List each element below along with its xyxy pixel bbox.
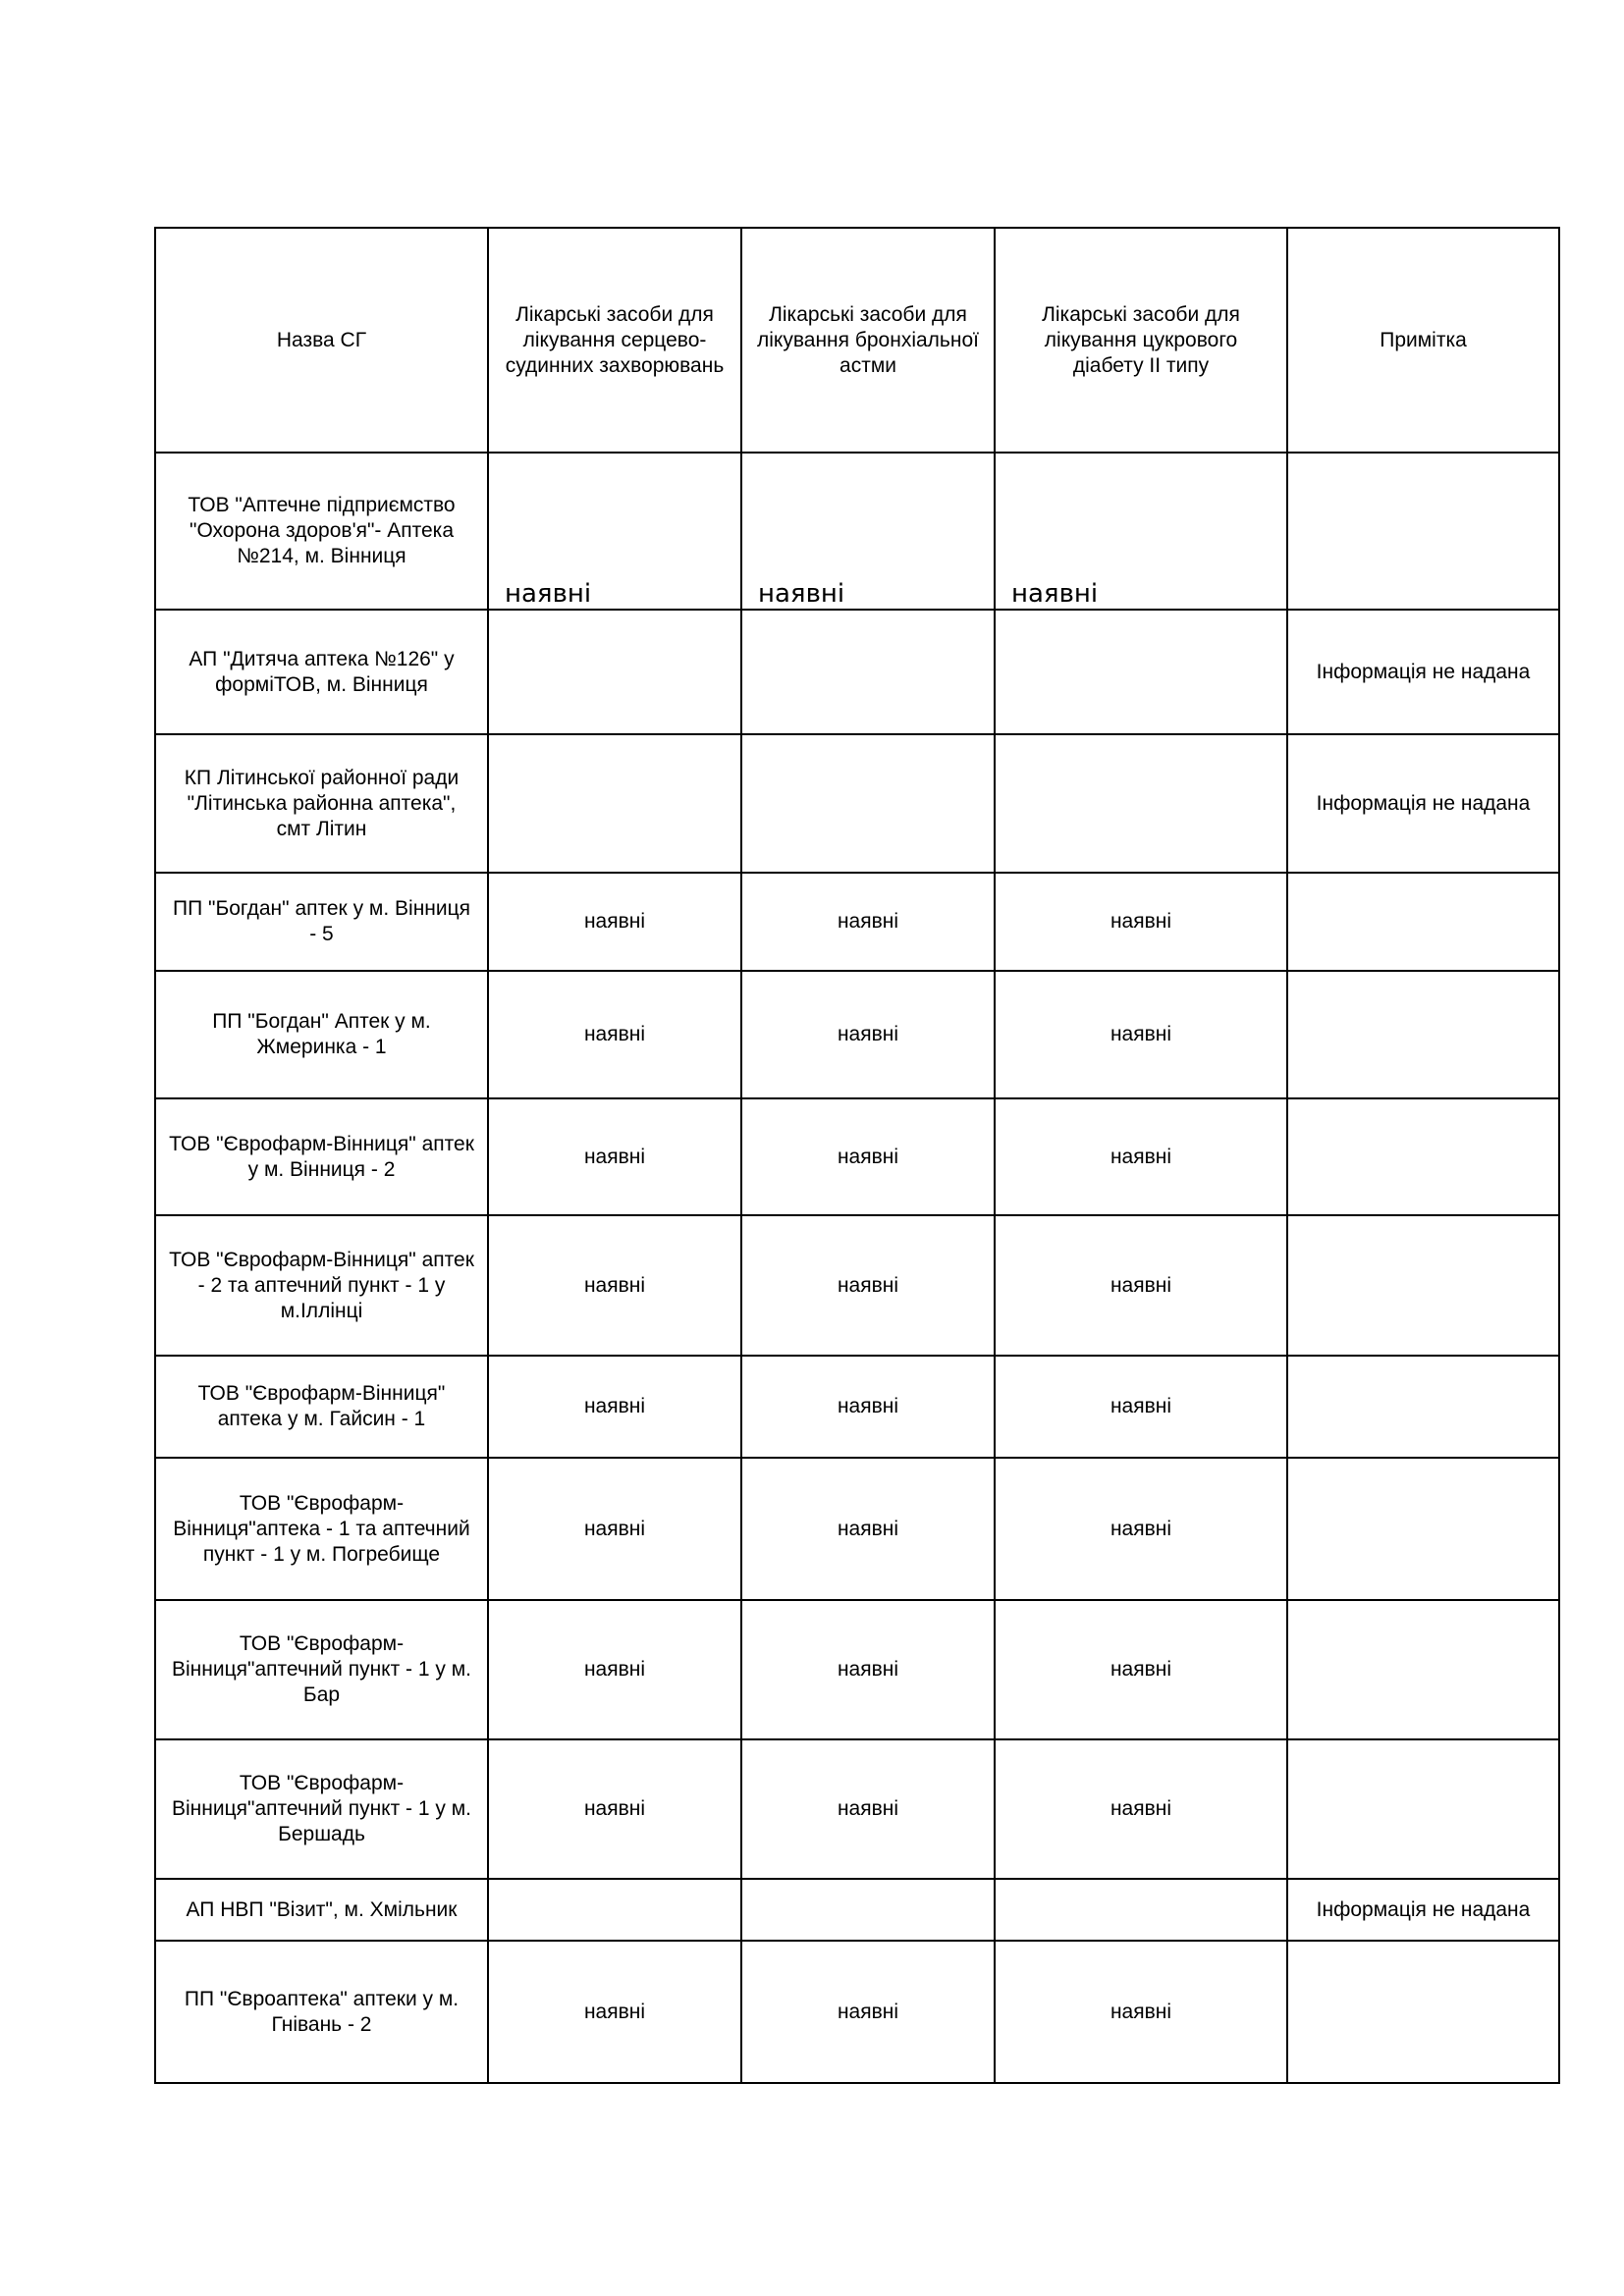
row-asthma — [741, 1879, 995, 1941]
row-diabetes — [995, 734, 1287, 873]
row-cardiovascular: наявні — [488, 971, 741, 1098]
row-name: ПП "Євроаптека" аптеки у м. Гнівань - 2 — [155, 1941, 488, 2083]
row-note — [1287, 1941, 1559, 2083]
row-cardiovascular: наявні — [488, 1739, 741, 1879]
table-row — [155, 734, 1559, 873]
table-row — [155, 610, 1559, 734]
row-note — [1287, 1215, 1559, 1356]
pharmacy-availability-table — [154, 227, 1560, 2084]
row-cardiovascular: наявні — [488, 1098, 741, 1215]
row-diabetes: наявні — [995, 1941, 1287, 2083]
row-cardiovascular — [488, 610, 741, 734]
row-cardiovascular: наявні — [488, 873, 741, 971]
table-row — [155, 453, 1559, 610]
table-row — [155, 1215, 1559, 1356]
row-diabetes: наявні — [995, 1458, 1287, 1600]
row-asthma: наявні — [741, 1739, 995, 1879]
table-row — [155, 1739, 1559, 1879]
row-diabetes: наявні — [995, 971, 1287, 1098]
row-asthma: наявні — [741, 1941, 995, 2083]
row-note — [1287, 1739, 1559, 1879]
table-row — [155, 873, 1559, 971]
row-diabetes: наявні — [995, 453, 1287, 610]
table-row — [155, 1941, 1559, 2083]
row-asthma: наявні — [741, 1356, 995, 1458]
row-note: Інформація не надана — [1287, 1879, 1559, 1941]
row-name: ТОВ "Єврофарм-Вінниця"аптечний пункт - 1 у м. Бершадь — [155, 1739, 488, 1879]
table-row — [155, 1879, 1559, 1941]
row-cardiovascular: наявні — [488, 1941, 741, 2083]
row-name: ТОВ "Єврофарм-Вінниця" аптека у м. Гайсин - 1 — [155, 1356, 488, 1458]
row-cardiovascular: наявні — [488, 1600, 741, 1739]
row-asthma — [741, 734, 995, 873]
row-note — [1287, 1098, 1559, 1215]
row-asthma: наявні — [741, 1215, 995, 1356]
row-name: АП "Дитяча аптека №126" у форміТОВ, м. Вінниця — [155, 610, 488, 734]
row-cardiovascular: наявні — [488, 1215, 741, 1356]
row-note — [1287, 971, 1559, 1098]
table-row — [155, 1356, 1559, 1458]
row-asthma: наявні — [741, 453, 995, 610]
row-name: АП НВП "Візит", м. Хмільник — [155, 1879, 488, 1941]
row-asthma — [741, 610, 995, 734]
row-cardiovascular: наявні — [488, 1458, 741, 1600]
table-row — [155, 1600, 1559, 1739]
header-note: Примітка — [1287, 228, 1559, 453]
row-asthma: наявні — [741, 873, 995, 971]
row-name: ТОВ "Єврофарм-Вінниця" аптек - 2 та аптечний пункт - 1 у м.Іллінці — [155, 1215, 488, 1356]
row-name: ТОВ "Єврофарм-Вінниця" аптек у м. Вінниця - 2 — [155, 1098, 488, 1215]
row-name: ТОВ "Аптечне підприємство "Охорона здоров'я"- Аптека №214, м. Вінниця — [155, 453, 488, 610]
table-row — [155, 1458, 1559, 1600]
header-cardiovascular: Лікарські засоби для лікування серцево-судинних захворювань — [488, 228, 741, 453]
row-name: ПП "Богдан" Аптек у м. Жмеринка - 1 — [155, 971, 488, 1098]
row-name: КП Літинської районної ради "Літинська районна аптека", смт Літин — [155, 734, 488, 873]
row-note: Інформація не надана — [1287, 610, 1559, 734]
row-note — [1287, 453, 1559, 610]
row-asthma: наявні — [741, 1600, 995, 1739]
row-cardiovascular: наявні — [488, 1356, 741, 1458]
header-diabetes: Лікарські засоби для лікування цукрового діабету ІІ типу — [995, 228, 1287, 453]
row-diabetes — [995, 610, 1287, 734]
row-asthma: наявні — [741, 1458, 995, 1600]
header-row — [155, 228, 1559, 453]
row-note — [1287, 1458, 1559, 1600]
row-name: ПП "Богдан" аптек у м. Вінниця - 5 — [155, 873, 488, 971]
row-diabetes: наявні — [995, 1356, 1287, 1458]
row-note — [1287, 873, 1559, 971]
row-cardiovascular — [488, 1879, 741, 1941]
row-diabetes: наявні — [995, 1215, 1287, 1356]
row-cardiovascular: наявні — [488, 453, 741, 610]
row-diabetes — [995, 1879, 1287, 1941]
row-note — [1287, 1356, 1559, 1458]
row-note: Інформація не надана — [1287, 734, 1559, 873]
header-asthma: Лікарські засоби для лікування бронхіальної астми — [741, 228, 995, 453]
row-asthma: наявні — [741, 1098, 995, 1215]
table-row — [155, 971, 1559, 1098]
row-diabetes: наявні — [995, 1739, 1287, 1879]
row-diabetes: наявні — [995, 1600, 1287, 1739]
row-diabetes: наявні — [995, 1098, 1287, 1215]
row-name: ТОВ "Єврофарм-Вінниця"аптечний пункт - 1 у м. Бар — [155, 1600, 488, 1739]
table-row — [155, 1098, 1559, 1215]
header-name: Назва СГ — [155, 228, 488, 453]
row-asthma: наявні — [741, 971, 995, 1098]
row-note — [1287, 1600, 1559, 1739]
row-cardiovascular — [488, 734, 741, 873]
row-diabetes: наявні — [995, 873, 1287, 971]
row-name: ТОВ "Єврофарм-Вінниця"аптека - 1 та аптечний пункт - 1 у м. Погребище — [155, 1458, 488, 1600]
